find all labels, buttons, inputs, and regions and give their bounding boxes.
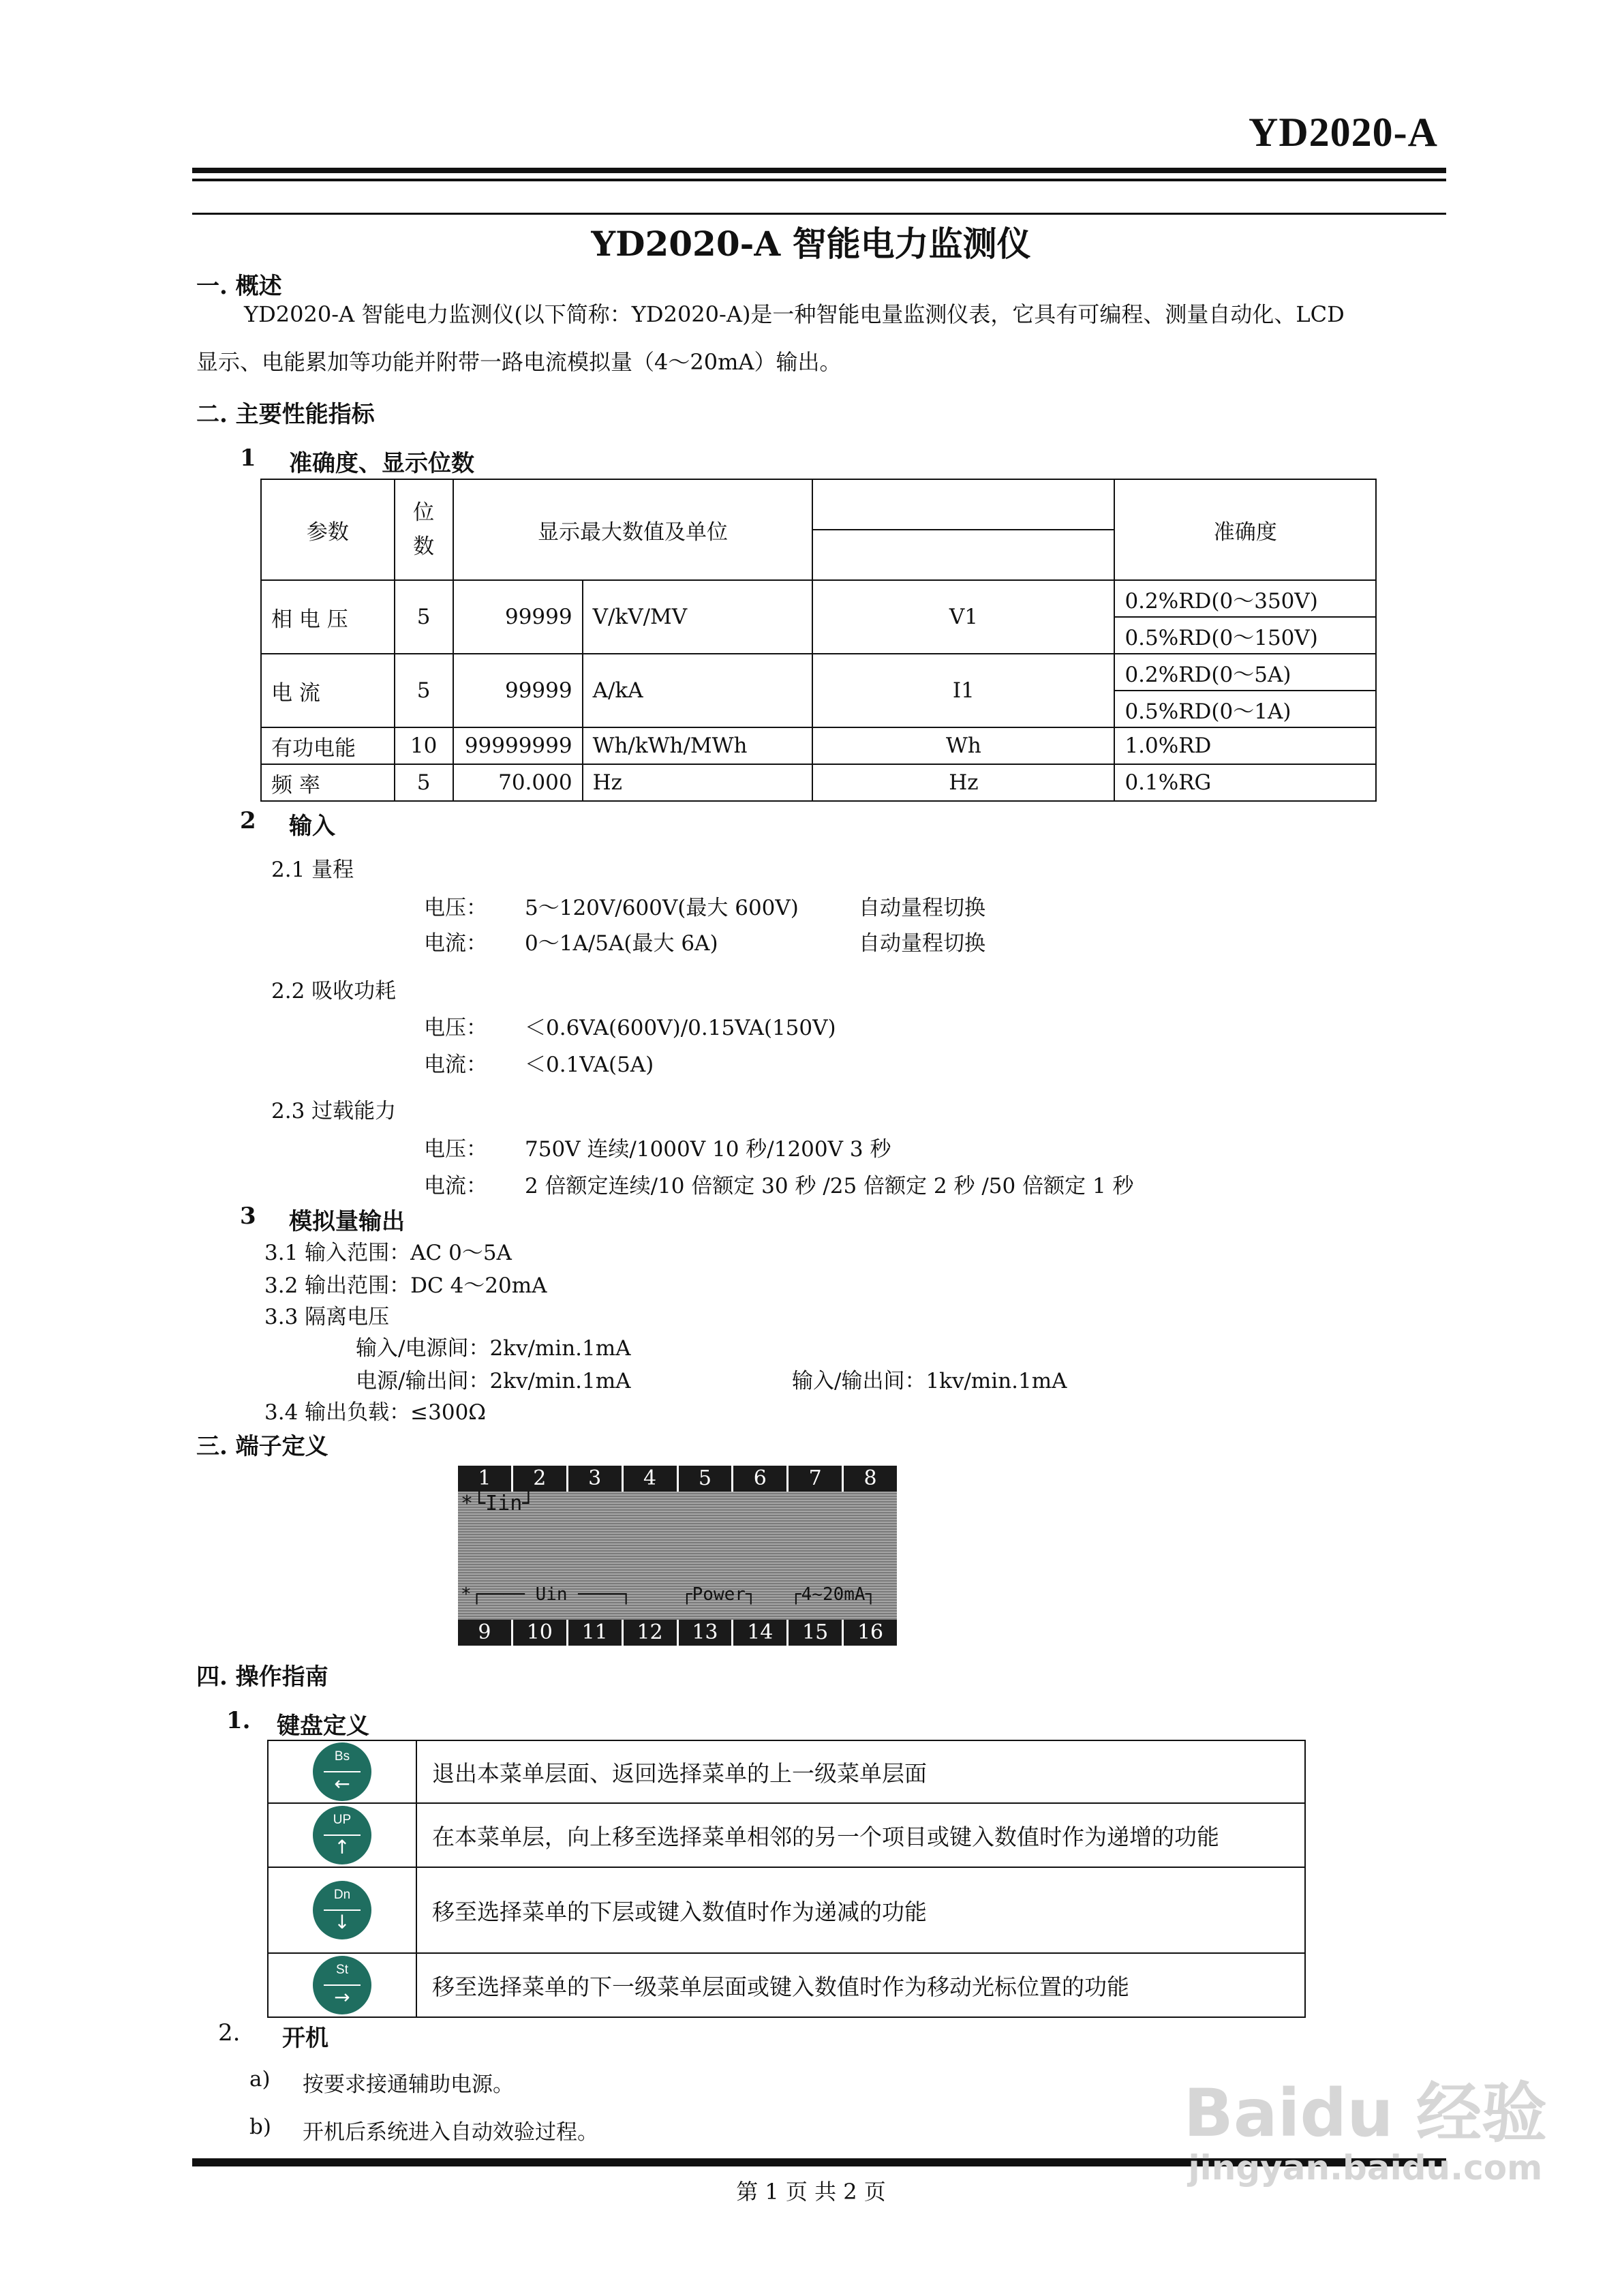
key-description: 在本菜单层，向上移至选择菜单相邻的另一个项目或键入数值时作为递增的功能 [416, 1803, 1305, 1867]
input-range-i-label: 电流： [424, 931, 487, 956]
terminal-label: 6 [733, 1466, 789, 1492]
set-key-icon[interactable] [313, 1956, 371, 2014]
header-model: YD2020-A [1249, 110, 1438, 155]
terminal-label: 16 [857, 1620, 884, 1644]
arrow-down-icon: ↓ [334, 1911, 350, 1933]
terminal-diagram [458, 1466, 897, 1646]
analog-input-range: 3.1 输入范围：AC 0～5A [264, 1241, 512, 1265]
spec-cell-unit: A/kA [583, 654, 813, 727]
up-key-icon[interactable] [313, 1806, 371, 1864]
key-row [268, 1867, 1305, 1953]
key-row [268, 1803, 1305, 1867]
startup-step-b: 开机后系统进入自动效验过程。 [303, 2120, 598, 2145]
terminal-iin-label: *└Iin┘ [461, 1492, 535, 1515]
spec-cell-digits: 5 [395, 654, 453, 727]
overview-para2: 显示、电能累加等功能并附带一路电流模拟量（4～20mA）输出。 [196, 349, 842, 375]
sub-keyboard-num: 1. [226, 1707, 251, 1734]
header-rule-thin [192, 213, 1446, 215]
spec-cell-symbol: Hz [812, 764, 1114, 801]
spec-header-param: 参数 [261, 479, 395, 580]
startup-b-marker: b) [249, 2115, 271, 2139]
sub-accuracy-heading: 准确度、显示位数 [289, 450, 474, 477]
sub-startup-heading: 开机 [282, 2025, 328, 2052]
terminal-label: 8 [863, 1466, 877, 1490]
input-range-i-note: 自动量程切换 [859, 931, 985, 956]
terminal-label: 12 [624, 1620, 679, 1646]
terminal-label: 7 [789, 1466, 844, 1492]
input-power-v-val: ＜0.6VA(600V)/0.15VA(150V) [525, 1016, 836, 1040]
page-title: YD2020-A 智能电力监测仪 [591, 224, 1031, 264]
terminal-label: 15 [789, 1620, 844, 1646]
arrow-left-icon: ← [334, 1772, 350, 1795]
analog-isolation-in-power: 输入/电源间：2kv/min.1mA [356, 1336, 631, 1361]
sub-analog-heading: 模拟量输出 [289, 1208, 405, 1235]
arrow-right-icon: → [334, 1986, 350, 2008]
terminal-label: 9 [458, 1620, 513, 1646]
down-key-icon[interactable] [313, 1881, 371, 1939]
key-label: UP [333, 1813, 352, 1827]
terminal-row-top [458, 1466, 897, 1492]
spec-cell-param: 电 流 [261, 654, 395, 727]
terminal-label: 2 [513, 1466, 568, 1492]
key-table [267, 1740, 1306, 2018]
spec-row [261, 580, 1376, 617]
spec-cell-max: 99999 [453, 580, 583, 654]
terminal-power-label: ┌Power┐ [682, 1584, 756, 1605]
sub-analog-num: 3 [240, 1203, 256, 1230]
section-spec-heading: 二. 主要性能指标 [196, 401, 375, 428]
input-overload-label: 2.3 过载能力 [271, 1099, 397, 1123]
key-description: 移至选择菜单的下层或键入数值时作为递减的功能 [416, 1867, 1305, 1953]
spec-row [261, 654, 1376, 691]
header-rule-mid [192, 179, 1446, 181]
spec-header-blank-bottom [812, 530, 1114, 580]
sub-keyboard-heading: 键盘定义 [277, 1712, 369, 1740]
input-range-v-label: 电压： [424, 896, 487, 920]
input-power-i-label: 电流： [424, 1053, 487, 1077]
spec-cell-accuracy: 1.0%RD [1114, 727, 1376, 764]
spec-cell-digits: 5 [395, 580, 453, 654]
analog-isolation-power-out: 电源/输出间：2kv/min.1mA [356, 1369, 631, 1393]
watermark-url: jingyan.baidu.com [1188, 2148, 1543, 2188]
spec-header-blank-top [812, 479, 1114, 530]
spec-cell-symbol: V1 [812, 580, 1114, 654]
input-range-i-val: 0～1A/5A(最大 6A) [525, 931, 718, 956]
page-number: 第 1 页 共 2 页 [736, 2179, 886, 2205]
spec-cell-unit: Hz [583, 764, 813, 801]
sub-accuracy-num: 1 [240, 444, 256, 472]
input-range-label: 2.1 量程 [271, 858, 354, 882]
sub-input-heading: 输入 [289, 813, 335, 840]
sub-startup-num: 2. [218, 2019, 241, 2046]
spec-cell-unit: V/kV/MV [583, 580, 813, 654]
spec-cell-unit: Wh/kWh/MWh [583, 727, 813, 764]
spec-cell-accuracy: 0.1%RG [1114, 764, 1376, 801]
input-power-v-label: 电压： [424, 1016, 487, 1040]
input-range-v-val: 5～120V/600V(最大 600V) [525, 896, 799, 920]
input-range-v-note: 自动量程切换 [859, 896, 985, 920]
key-row [268, 1953, 1305, 2017]
header-rule-thick [192, 168, 1446, 173]
key-icon-cell [268, 1803, 416, 1867]
spec-cell-max: 70.000 [453, 764, 583, 801]
terminal-label: 5 [679, 1466, 734, 1492]
watermark-brand: Baidu 经验 [1183, 2075, 1547, 2151]
input-overload-v-val: 750V 连续/1000V 10 秒/1200V 3 秒 [525, 1137, 891, 1162]
terminal-label: 3 [568, 1466, 624, 1492]
key-icon-cell [268, 1953, 416, 2017]
key-row [268, 1740, 1305, 1803]
terminal-label: 13 [679, 1620, 734, 1646]
spec-header-max: 显示最大数值及单位 [453, 479, 813, 580]
terminal-label: 14 [733, 1620, 789, 1646]
key-description: 移至选择菜单的下一级菜单层面或键入数值时作为移动光标位置的功能 [416, 1953, 1305, 2017]
spec-cell-max: 99999 [453, 654, 583, 727]
startup-step-a: 按要求接通辅助电源。 [303, 2072, 514, 2097]
spec-cell-accuracy: 0.5%RD(0～150V) [1114, 617, 1376, 654]
key-icon-cell [268, 1867, 416, 1953]
input-overload-v-label: 电压： [424, 1137, 487, 1162]
analog-load: 3.4 输出负载：≤300Ω [264, 1400, 486, 1425]
spec-cell-max: 99999999 [453, 727, 583, 764]
input-power-label: 2.2 吸收功耗 [271, 979, 397, 1003]
input-overload-i-label: 电流： [424, 1174, 487, 1198]
baidu-watermark [1183, 2075, 1547, 2188]
back-key-icon[interactable] [313, 1742, 371, 1801]
key-icon-cell [268, 1740, 416, 1803]
key-label: Bs [334, 1749, 350, 1764]
input-overload-i-val: 2 倍额定连续/10 倍额定 30 秒 /25 倍额定 2 秒 /50 倍额定 1 秒 [525, 1174, 1134, 1198]
terminal-output-label: ┌4~20mA┐ [791, 1584, 876, 1605]
analog-isolation: 3.3 隔离电压 [264, 1305, 390, 1329]
key-label: St [336, 1963, 348, 1977]
analog-isolation-in-out: 输入/输出间：1kv/min.1mA [792, 1369, 1067, 1393]
section-terminals-heading: 三. 端子定义 [196, 1433, 328, 1460]
terminal-label: 11 [568, 1620, 624, 1646]
startup-a-marker: a) [249, 2067, 271, 2091]
sub-input-num: 2 [240, 807, 256, 834]
arrow-up-icon: ↑ [334, 1836, 350, 1858]
spec-cell-param: 频 率 [261, 764, 395, 801]
spec-cell-digits: 10 [395, 727, 453, 764]
spec-cell-accuracy: 0.2%RD(0～5A) [1114, 654, 1376, 691]
terminal-row-bottom [458, 1620, 897, 1646]
input-power-i-val: ＜0.1VA(5A) [525, 1053, 654, 1077]
overview-para1: YD2020-A 智能电力监测仪(以下简称：YD2020-A)是一种智能电量监测仪表，它具有可编程、测量自动化、LCD [244, 301, 1345, 327]
spec-cell-accuracy: 0.5%RD(0～1A) [1114, 691, 1376, 727]
terminal-label: 1 [458, 1466, 513, 1492]
spec-row [261, 727, 1376, 764]
section-operation-heading: 四. 操作指南 [196, 1663, 328, 1691]
key-description: 退出本菜单层面、返回选择菜单的上一级菜单层面 [416, 1740, 1305, 1803]
spec-cell-accuracy: 0.2%RD(0～350V) [1114, 580, 1376, 617]
spec-row [261, 764, 1376, 801]
spec-cell-digits: 5 [395, 764, 453, 801]
analog-output-range: 3.2 输出范围：DC 4～20mA [264, 1273, 547, 1298]
terminal-label: 4 [624, 1466, 679, 1492]
spec-cell-param: 有功电能 [261, 727, 395, 764]
spec-header-accuracy: 准确度 [1114, 479, 1376, 580]
spec-table [260, 479, 1377, 802]
terminal-label: 10 [513, 1620, 568, 1646]
terminal-body [458, 1492, 897, 1620]
spec-cell-symbol: Wh [812, 727, 1114, 764]
spec-cell-param: 相 电 压 [261, 580, 395, 654]
section-overview-heading: 一. 概述 [196, 273, 282, 300]
spec-cell-symbol: I1 [812, 654, 1114, 727]
spec-header-digits: 位 数 [395, 479, 453, 580]
key-label: Dn [333, 1888, 351, 1902]
terminal-uin-label: *┌──── Uin ────┐ [461, 1584, 632, 1605]
